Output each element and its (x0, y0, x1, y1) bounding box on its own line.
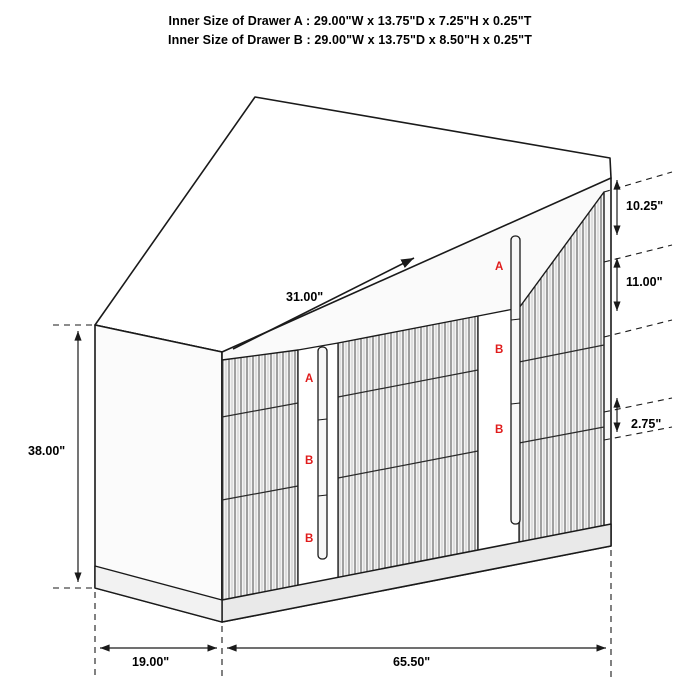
drawer-letter-a-left: A (305, 373, 314, 385)
drawer-letter-b-right-bottom: B (495, 424, 504, 436)
spec-line-drawer-b: Inner Size of Drawer B : 29.00"W x 13.75"D x 8.50"H x 0.25"T (168, 33, 532, 47)
drawer-letter-b-right-mid: B (495, 344, 504, 356)
drawer-letter-b-left-mid: B (305, 455, 314, 467)
drawer-panel-left-column (222, 350, 298, 616)
dim-label-depth: 19.00" (132, 655, 170, 669)
drawer-letter-a-right: A (495, 261, 504, 273)
dim-label-base-height: 2.75" (631, 417, 662, 431)
cabinet-body (95, 97, 611, 622)
dim-label-height-total: 38.00" (28, 444, 66, 458)
dim-label-width-total: 65.50" (393, 655, 431, 669)
spec-line-drawer-a: Inner Size of Drawer A : 29.00"W x 13.75"D x 7.25"H x 0.25"T (168, 14, 532, 28)
dim-label-drawer-a-height: 10.25" (626, 199, 664, 213)
dim-label-top-span: 31.00" (286, 290, 324, 304)
drawer-letter-b-left-bottom: B (305, 533, 314, 545)
dim-label-drawer-b-height: 11.00" (626, 275, 663, 289)
